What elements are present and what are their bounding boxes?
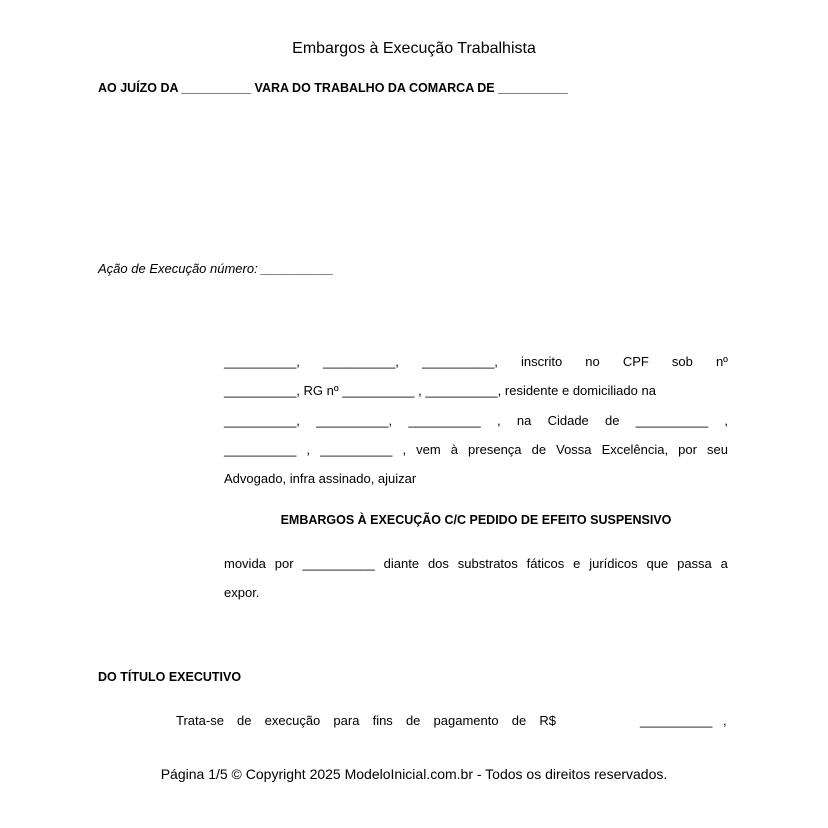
qualification-line-1	[224, 354, 728, 369]
blank-field: __________,	[224, 413, 300, 428]
word: nº	[715, 354, 728, 369]
qualification-line-2: __________, RG nº __________ , __________, residente e domiciliado na	[224, 383, 656, 398]
blank-field: __________,	[316, 413, 393, 428]
word: ,	[724, 413, 728, 428]
blank-field: __________	[408, 413, 481, 428]
qualification-line-3	[224, 413, 728, 428]
word: R$	[539, 713, 556, 728]
section-heading: DO TÍTULO EXECUTIVO	[98, 670, 242, 684]
motion-title: EMBARGOS À EXECUÇÃO C/C PEDIDO DE EFEITO SUSPENSIVO	[280, 513, 672, 527]
word: Trata-se	[176, 713, 224, 728]
word: à	[450, 442, 458, 457]
word: que	[646, 556, 669, 571]
word: sob	[671, 354, 693, 369]
word: de	[531, 442, 547, 457]
word: a	[720, 556, 728, 571]
word: CPF	[622, 354, 649, 369]
word: diante	[383, 556, 420, 571]
word: por	[678, 442, 697, 457]
word: por	[274, 556, 294, 571]
word: no	[585, 354, 600, 369]
blank-field: __________	[320, 442, 393, 457]
word: Excelência,	[601, 442, 669, 457]
word: vem	[416, 442, 441, 457]
blank-field: __________,	[224, 354, 300, 369]
word: ,	[306, 442, 310, 457]
blank-field: __________	[302, 556, 375, 571]
blank-field: __________	[635, 413, 709, 428]
word: de	[605, 413, 620, 428]
blank-field: __________	[224, 442, 297, 457]
word: de	[511, 713, 527, 728]
word: de	[237, 713, 252, 728]
word: execução	[264, 713, 321, 728]
word: jurídicos	[589, 556, 638, 571]
qualification-line-4	[224, 442, 728, 457]
word: Vossa	[556, 442, 592, 457]
word: passa	[677, 556, 712, 571]
word: Cidade	[547, 413, 589, 428]
word: fins	[372, 713, 393, 728]
page-footer: Página 1/5 © Copyright 2025 ModeloInicial.com.br - Todos os direitos reservados.	[160, 766, 668, 782]
word: seu	[707, 442, 728, 457]
word: substratos	[457, 556, 518, 571]
qualification-line-5: Advogado, infra assinado, ajuizar	[224, 471, 417, 486]
motion-text-line-2: expor.	[224, 585, 260, 600]
word: de	[405, 713, 421, 728]
amount-blank-field: __________	[640, 713, 713, 728]
blank-field: __________,	[323, 354, 399, 369]
word: ,	[496, 413, 501, 428]
word: movida	[224, 556, 266, 571]
word: presença	[468, 442, 522, 457]
word: na	[516, 413, 532, 428]
word: pagamento	[433, 713, 499, 728]
trailing-comma: ,	[723, 713, 727, 728]
word: dos	[427, 556, 449, 571]
word: ,	[402, 442, 407, 457]
document-title: Embargos à Execução Trabalhista	[292, 40, 536, 57]
word: inscrito	[521, 354, 563, 369]
word: fáticos	[526, 556, 565, 571]
action-number-line: Ação de Execução número: __________	[98, 261, 334, 276]
section-text-line-1	[176, 713, 556, 728]
motion-text-line-1	[224, 556, 728, 571]
word: para	[333, 713, 360, 728]
blank-field: __________,	[422, 354, 498, 369]
court-address-line: AO JUÍZO DA __________ VARA DO TRABALHO DA COMARCA DE __________	[98, 81, 568, 95]
word: e	[573, 556, 581, 571]
